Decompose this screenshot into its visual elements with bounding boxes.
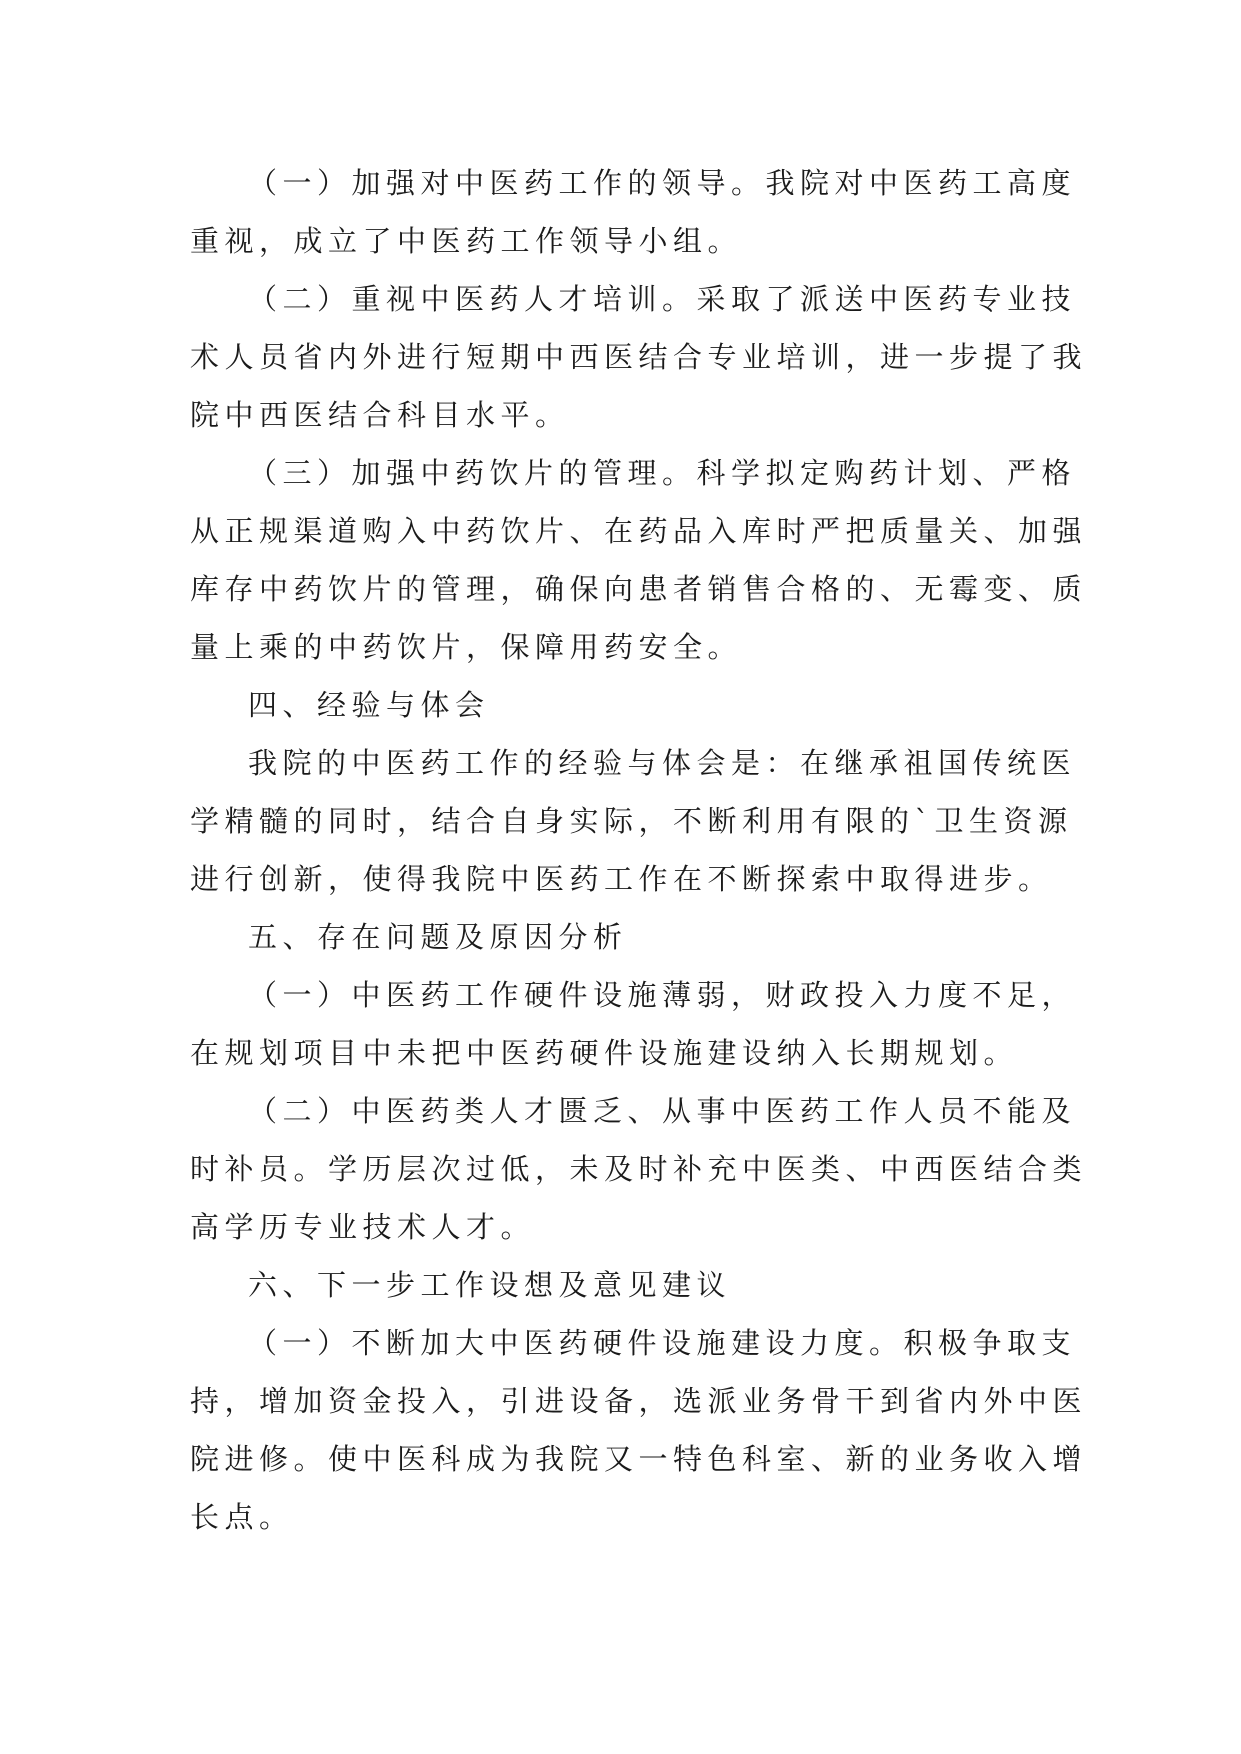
paragraph-line: 长点。 <box>190 1500 294 1534</box>
paragraph-line: 时补员。学历层次过低，未及时补充中医类、中西医结合类 <box>190 1152 1088 1186</box>
paragraph-line: （三）加强中药饮片的管理。科学拟定购药计划、严格 <box>248 456 1077 490</box>
paragraph-line: 量上乘的中药饮片，保障用药安全。 <box>190 630 743 664</box>
paragraph-line: 进行创新，使得我院中医药工作在不断探索中取得进步。 <box>190 862 1053 896</box>
paragraph-line: 术人员省内外进行短期中西医结合专业培训，进一步提了我 <box>190 340 1088 374</box>
document-body <box>190 154 1088 1546</box>
paragraph-line: 重视，成立了中医药工作领导小组。 <box>190 224 743 258</box>
paragraph-line: （一）加强对中医药工作的领导。我院对中医药工高度 <box>248 166 1077 200</box>
paragraph-line: （一）不断加大中医药硬件设施建设力度。积极争取支 <box>248 1326 1077 1360</box>
paragraph-line: 在规划项目中未把中医药硬件设施建设纳入长期规划。 <box>190 1036 1019 1070</box>
paragraph-line: （二）重视中医药人才培训。采取了派送中医药专业技 <box>248 282 1077 316</box>
paragraph-line: 院进修。使中医科成为我院又一特色科室、新的业务收入增 <box>190 1442 1088 1476</box>
section-heading: 四、经验与体会 <box>248 688 490 722</box>
paragraph-line: 我院的中医药工作的经验与体会是：在继承祖国传统医 <box>248 746 1077 780</box>
paragraph-line: 从正规渠道购入中药饮片、在药品入库时严把质量关、加强 <box>190 514 1088 548</box>
section-heading: 五、存在问题及原因分析 <box>248 920 628 954</box>
paragraph-line: 学精髓的同时，结合自身实际，不断利用有限的`卫生资源 <box>190 804 1073 838</box>
paragraph-line: 持，增加资金投入，引进设备，选派业务骨干到省内外中医 <box>190 1384 1088 1418</box>
paragraph-line: 院中西医结合科目水平。 <box>190 398 570 432</box>
section-heading: 六、下一步工作设想及意见建议 <box>248 1268 732 1302</box>
paragraph-line: 库存中药饮片的管理，确保向患者销售合格的、无霉变、质 <box>190 572 1088 606</box>
paragraph-line: 高学历专业技术人才。 <box>190 1210 536 1244</box>
paragraph-line: （二）中医药类人才匮乏、从事中医药工作人员不能及 <box>248 1094 1077 1128</box>
paragraph-line: （一）中医药工作硬件设施薄弱，财政投入力度不足， <box>248 978 1077 1012</box>
